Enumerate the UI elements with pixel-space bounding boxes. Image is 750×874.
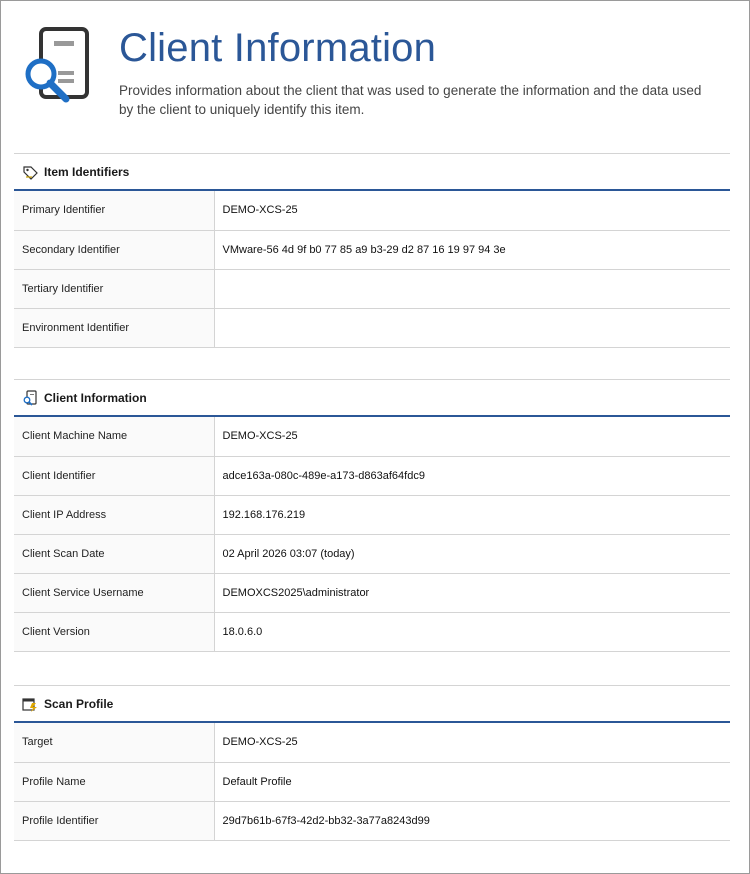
- row-key: Profile Identifier: [14, 801, 214, 840]
- row-value: DEMO-XCS-25: [214, 191, 730, 230]
- row-value: [214, 269, 730, 308]
- row-key: Environment Identifier: [14, 308, 214, 347]
- table-row: [14, 762, 730, 801]
- row-key: Primary Identifier: [14, 191, 214, 230]
- table-row: [14, 612, 730, 651]
- row-value: Default Profile: [214, 762, 730, 801]
- row-key: Client Scan Date: [14, 534, 214, 573]
- table-row: [14, 191, 730, 230]
- identifiers-table: [14, 191, 730, 348]
- tag-icon: [22, 164, 38, 180]
- row-value: 192.168.176.219: [214, 495, 730, 534]
- section-header: [14, 685, 730, 723]
- page-description: Provides information about the client that was used to generate the information and the data used by the client to uniquely identify this item.: [119, 83, 702, 117]
- table-row: [14, 495, 730, 534]
- section-client-information: [14, 379, 730, 652]
- table-row: [14, 417, 730, 456]
- scan-profile-table: [14, 723, 730, 841]
- row-key: Client Service Username: [14, 573, 214, 612]
- row-value: [214, 308, 730, 347]
- client-table: [14, 417, 730, 652]
- row-key: Profile Name: [14, 762, 214, 801]
- table-row: [14, 723, 730, 762]
- section-item-identifiers: [14, 153, 730, 348]
- row-value: adce163a-080c-489e-a173-d863af64fdc9: [214, 456, 730, 495]
- row-value: DEMO-XCS-25: [214, 417, 730, 456]
- scan-profile-icon: [22, 696, 38, 712]
- table-row: [14, 308, 730, 347]
- section-header: [14, 379, 730, 417]
- row-value: VMware-56 4d 9f b0 77 85 a9 b3-29 d2 87 16 19 97 94 3e: [214, 230, 730, 269]
- document-search-icon: [22, 390, 38, 406]
- row-value: DEMO-XCS-25: [214, 723, 730, 762]
- row-value: 02 April 2026 03:07 (today): [214, 534, 730, 573]
- section-scan-profile: [14, 685, 730, 841]
- row-key: Client Identifier: [14, 456, 214, 495]
- table-row: [14, 801, 730, 840]
- table-row: [14, 573, 730, 612]
- row-key: Target: [14, 723, 214, 762]
- row-value: 18.0.6.0: [214, 612, 730, 651]
- row-value: DEMOXCS2025\administrator: [214, 573, 730, 612]
- table-row: [14, 456, 730, 495]
- row-key: Secondary Identifier: [14, 230, 214, 269]
- row-key: Client Version: [14, 612, 214, 651]
- page-header: [1, 1, 749, 141]
- section-header: [14, 153, 730, 191]
- table-row: [14, 534, 730, 573]
- table-row: [14, 230, 730, 269]
- section-label: Scan Profile: [44, 696, 114, 711]
- row-key: Tertiary Identifier: [14, 269, 214, 308]
- document-search-icon: [21, 27, 93, 105]
- section-label: Item Identifiers: [44, 164, 130, 179]
- row-key: Client Machine Name: [14, 417, 214, 456]
- row-value: 29d7b61b-67f3-42d2-bb32-3a77a8243d99: [214, 801, 730, 840]
- section-label: Client Information: [44, 390, 147, 405]
- row-key: Client IP Address: [14, 495, 214, 534]
- page-title: Client Information: [119, 26, 437, 70]
- table-row: [14, 269, 730, 308]
